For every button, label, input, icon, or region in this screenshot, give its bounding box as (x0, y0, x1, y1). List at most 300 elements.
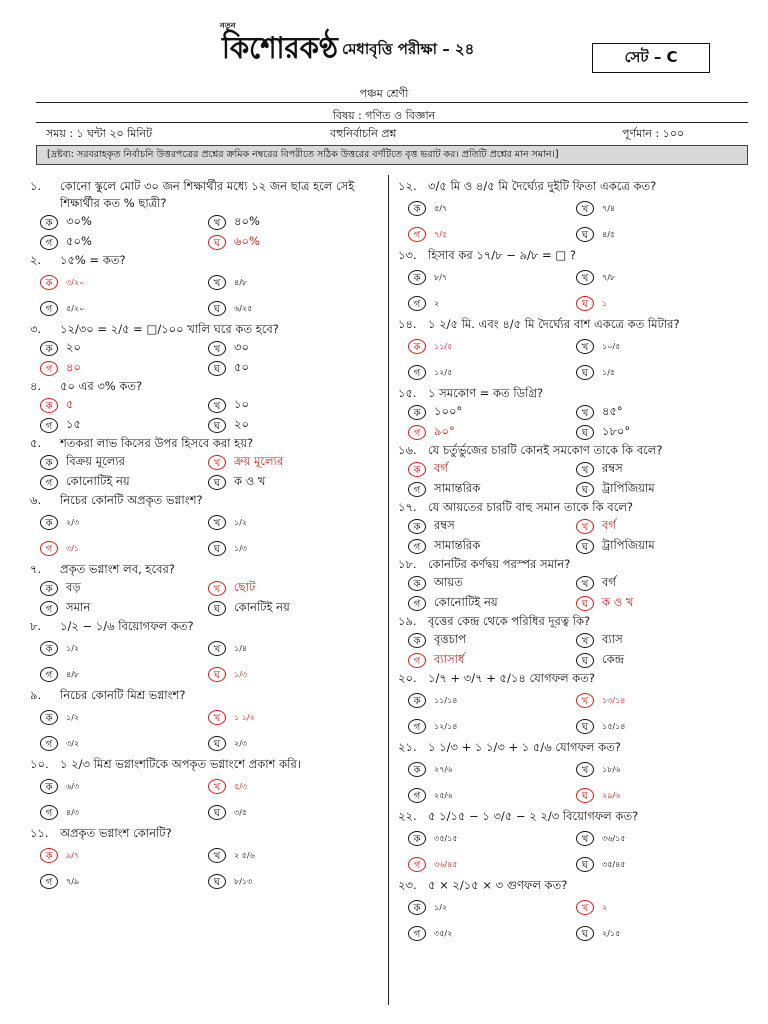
option-text: ১ ১/২ (234, 712, 255, 722)
option-letter-circle: ক (408, 762, 426, 777)
option-text: ৭/৫ (434, 229, 448, 239)
answer-option[interactable] (576, 756, 744, 782)
option-text: ২/১৫ (602, 928, 621, 938)
option-text: ২ (602, 902, 608, 912)
answer-option[interactable] (208, 509, 376, 535)
answer-option[interactable] (576, 333, 744, 359)
option-text: ২০ (234, 416, 249, 431)
answer-option-correct[interactable] (40, 842, 208, 868)
question-number: ১০. (30, 757, 49, 771)
option-text: ব্যাস (602, 631, 623, 646)
answer-option-correct[interactable] (408, 650, 576, 670)
answer-option[interactable] (208, 472, 376, 492)
question-item (30, 378, 376, 435)
question-type-label: বহুনির্বাচনি প্রশ্ন (330, 127, 397, 140)
answer-option[interactable] (408, 359, 576, 385)
answer-option-correct[interactable] (208, 773, 376, 799)
answer-option[interactable] (208, 295, 376, 321)
question-item (30, 756, 376, 825)
question-number: ৭. (30, 562, 42, 576)
answer-option[interactable] (408, 536, 576, 556)
answer-option-correct[interactable] (576, 687, 744, 713)
option-letter-circle: ঘ (208, 874, 226, 889)
option-text: ৫০% (66, 233, 92, 248)
answer-option[interactable] (576, 402, 744, 422)
answer-option-correct[interactable] (40, 269, 208, 295)
option-letter-circle: ক (408, 339, 426, 354)
question-text: বৃত্তের কেন্দ্র থেকে পরিধির দূরত্ব কি? (428, 614, 591, 628)
option-letter-circle: খ (576, 405, 594, 420)
option-letter-circle: খ (208, 515, 226, 530)
option-text: বর্গ (602, 517, 616, 532)
option-letter-circle: ক (40, 275, 58, 290)
question-number: ১. (30, 179, 42, 193)
option-text: ১/২ (434, 902, 448, 912)
option-text: ৩০% (66, 213, 92, 228)
question-text: নিচের কোনটি অপ্রকৃত ভগ্নাংশ? (60, 493, 203, 507)
question-item (398, 385, 744, 442)
set-label: সেট – C (592, 43, 710, 73)
option-letter-circle: খ (208, 848, 226, 863)
answer-option[interactable] (40, 295, 208, 321)
option-letter-circle: খ (576, 201, 594, 216)
option-text: ব্যাসার্ধ (434, 651, 465, 666)
option-letter-circle: খ (208, 455, 226, 470)
answer-option[interactable] (40, 773, 208, 799)
option-text: বৃত্তচাপ (434, 631, 466, 646)
answer-option-correct[interactable] (40, 535, 208, 561)
option-letter-circle: ক (40, 455, 58, 470)
answer-option-correct[interactable] (408, 459, 576, 479)
option-letter-circle: ক (408, 462, 426, 477)
full-marks-label: পূর্ণমান : ১০০ (622, 127, 685, 140)
question-text: ১২/৩০ = ২/৫ = □/১০০ খালি ঘরে কত হবে? (60, 322, 279, 336)
class-label: পঞ্চম শ্রেণী (359, 87, 409, 100)
option-letter-circle: ক (408, 270, 426, 285)
option-text: ১১/৫ (434, 341, 453, 351)
answer-option[interactable] (40, 232, 208, 252)
option-letter-circle: গ (40, 601, 58, 616)
answer-option[interactable] (40, 598, 208, 618)
answer-option[interactable] (408, 402, 576, 422)
question-text: ১ ১/৩ + ১ ১/৩ + ১ ৫/৬ যোগফল কত? (428, 740, 621, 754)
answer-option-correct[interactable] (408, 333, 576, 359)
option-letter-circle: ঘ (576, 365, 594, 380)
option-letter-circle: ক (408, 576, 426, 591)
option-letter-circle: গ (408, 788, 426, 803)
option-text: ৩৫/৪৫ (602, 859, 626, 869)
question-number: ৩. (30, 322, 42, 336)
option-letter-circle: গ (40, 874, 58, 889)
option-letter-circle: গ (40, 805, 58, 820)
option-text: ২০ (66, 339, 81, 354)
answer-option-correct[interactable] (208, 452, 376, 472)
option-letter-circle: ক (408, 900, 426, 915)
option-letter-circle: খ (576, 462, 594, 477)
option-letter-circle: খ (208, 779, 226, 794)
option-text: ১/৩ (234, 543, 248, 553)
question-number: ১২. (398, 179, 417, 193)
option-text: ক ও খ (602, 594, 634, 609)
option-text: ১৫ (66, 416, 81, 431)
question-number: ৮. (30, 619, 42, 633)
option-letter-circle: ঘ (208, 601, 226, 616)
question-item (30, 561, 376, 618)
option-text: ৩/২ (66, 738, 80, 748)
answer-option[interactable] (408, 782, 576, 808)
option-text: ৪০% (234, 213, 260, 228)
option-text: রম্বস (434, 517, 455, 532)
logo-small-text: নতুন (220, 21, 236, 30)
option-letter-circle: গ (408, 296, 426, 311)
option-text: ১ (602, 298, 608, 308)
option-text: বর্গ (602, 574, 616, 589)
answer-option[interactable] (576, 573, 744, 593)
question-item (30, 687, 376, 756)
option-text: ৩/১ (66, 543, 80, 553)
option-text: ৯/৭ (66, 850, 80, 860)
option-text: ৯০° (434, 423, 455, 438)
answer-option[interactable] (408, 756, 576, 782)
answer-option[interactable] (40, 868, 208, 894)
option-letter-circle: ঘ (576, 425, 594, 440)
option-text: ১/৫ (602, 367, 616, 377)
option-text: সামান্তরিক (434, 480, 481, 495)
option-text: ২৯/৬ (602, 790, 621, 800)
answer-option[interactable] (208, 535, 376, 561)
option-text: ৮/৭ (434, 272, 448, 282)
option-letter-circle: ঘ (576, 539, 594, 554)
option-text: ৪০ (66, 359, 81, 374)
option-text: বর্গ (434, 460, 448, 475)
question-item (30, 618, 376, 687)
option-text: ৬/২৫ (234, 303, 253, 313)
option-letter-circle: গ (40, 235, 58, 250)
option-text: ১০ (234, 396, 249, 411)
question-number: ৬. (30, 493, 42, 507)
option-letter-circle: ঘ (208, 235, 226, 250)
option-text: সামান্তরিক (434, 537, 481, 552)
option-letter-circle: ঘ (576, 719, 594, 734)
option-letter-circle: গ (40, 418, 58, 433)
question-number: ১৮. (398, 557, 417, 571)
option-letter-circle: ক (40, 848, 58, 863)
option-letter-circle: গ (408, 596, 426, 611)
answer-option[interactable] (40, 509, 208, 535)
option-letter-circle: খ (576, 693, 594, 708)
answer-option[interactable] (576, 825, 744, 851)
answer-option[interactable] (40, 415, 208, 435)
question-text: হিসাব কর ১৭/৮ − ৯/৮ = □ ? (428, 248, 576, 262)
answer-option[interactable] (408, 195, 576, 221)
answer-option[interactable] (208, 395, 376, 415)
option-letter-circle: গ (40, 301, 58, 316)
answer-option[interactable] (40, 338, 208, 358)
question-text: শতকরা লাভ কিসের উপর হিসবে করা হয়? (60, 436, 254, 450)
answer-option[interactable] (208, 868, 376, 894)
option-letter-circle: ক (40, 641, 58, 656)
option-text: ছোট (234, 579, 256, 594)
question-number: ১১. (30, 826, 49, 840)
option-text: ১০০° (434, 403, 463, 418)
option-letter-circle: গ (40, 667, 58, 682)
answer-option[interactable] (40, 661, 208, 687)
option-letter-circle: খ (576, 831, 594, 846)
option-letter-circle: ঘ (208, 541, 226, 556)
answer-option[interactable] (576, 650, 744, 670)
answer-option[interactable] (208, 338, 376, 358)
answer-option[interactable] (40, 799, 208, 825)
answer-option-correct[interactable] (408, 221, 576, 247)
option-text: ৭/৮ (602, 272, 616, 282)
option-text: ২ ৫/৬ (234, 850, 255, 860)
answer-option-correct[interactable] (208, 232, 376, 252)
question-text: ১৫% = কত? (60, 253, 126, 267)
option-letter-circle: ক (408, 519, 426, 534)
question-text: ৫ × ২/১৫ × ৩ গুণফল কত? (428, 878, 568, 892)
question-item (398, 499, 744, 556)
option-text: ১৫/১৪ (602, 721, 626, 731)
answer-option[interactable] (408, 516, 576, 536)
question-text: ৫ ১/১৫ − ১ ৩/৫ − ২ ২/৩ বিয়োগফল কত? (428, 809, 639, 823)
option-letter-circle: ক (40, 515, 58, 530)
option-letter-circle: ঘ (208, 736, 226, 751)
option-text: ট্রাপিজিয়াম (602, 480, 655, 495)
answer-option[interactable] (408, 264, 576, 290)
answer-option-correct[interactable] (208, 661, 376, 687)
answer-option[interactable] (576, 459, 744, 479)
option-letter-circle: ক (40, 581, 58, 596)
answer-option[interactable] (408, 920, 576, 946)
option-letter-circle: ঘ (576, 788, 594, 803)
answer-option[interactable] (576, 479, 744, 499)
answer-option[interactable] (40, 472, 208, 492)
option-letter-circle: খ (208, 398, 226, 413)
option-text: কোনটিই নয় (234, 599, 290, 614)
question-number: ১৪. (398, 317, 417, 331)
option-letter-circle: খ (576, 519, 594, 534)
option-text: ১/২ (66, 712, 80, 722)
option-text: বিক্রয় মূল্যের (66, 453, 125, 468)
answer-option[interactable] (408, 825, 576, 851)
option-text: ট্রাপিজিয়াম (602, 537, 655, 552)
answer-option[interactable] (576, 359, 744, 385)
option-text: রম্বস (602, 460, 623, 475)
option-letter-circle: গ (408, 857, 426, 872)
option-letter-circle: ক (40, 398, 58, 413)
answer-option-correct[interactable] (576, 516, 744, 536)
answer-option[interactable] (208, 730, 376, 756)
answer-option-correct[interactable] (408, 422, 576, 442)
answer-option[interactable] (208, 635, 376, 661)
option-letter-circle: খ (576, 576, 594, 591)
question-item (30, 435, 376, 492)
answer-option[interactable] (208, 598, 376, 618)
option-text: ৩৫/১৫ (434, 833, 458, 843)
option-text: ২/৩ (234, 738, 248, 748)
answer-option-correct[interactable] (208, 704, 376, 730)
option-letter-circle: ক (408, 201, 426, 216)
answer-option[interactable] (408, 573, 576, 593)
left-question-column (30, 178, 376, 894)
answer-option[interactable] (576, 195, 744, 221)
question-text: নিচের কোনটি মিশ্র ভগ্নাংশ? (60, 688, 186, 702)
answer-option[interactable] (408, 894, 576, 920)
answer-option[interactable] (408, 630, 576, 650)
kishorkantha-logo (218, 14, 340, 66)
answer-option[interactable] (208, 269, 376, 295)
option-letter-circle: গ (40, 736, 58, 751)
option-text: ক ও খ (234, 473, 266, 488)
answer-option[interactable] (40, 578, 208, 598)
answer-option-correct[interactable] (40, 395, 208, 415)
option-text: ৬০% (234, 233, 260, 248)
answer-option-correct[interactable] (208, 578, 376, 598)
answer-option[interactable] (408, 687, 576, 713)
option-letter-circle: ঘ (208, 361, 226, 376)
option-text: ১২/৫ (434, 367, 453, 377)
answer-option[interactable] (40, 635, 208, 661)
answer-option[interactable] (576, 713, 744, 739)
option-letter-circle: খ (208, 341, 226, 356)
option-letter-circle: ক (40, 341, 58, 356)
answer-option[interactable] (576, 536, 744, 556)
question-number: ২২. (398, 809, 417, 823)
option-letter-circle: গ (40, 541, 58, 556)
option-text: ৩০ (234, 339, 249, 354)
answer-option[interactable] (576, 221, 744, 247)
answer-option[interactable] (576, 920, 744, 946)
question-item (30, 321, 376, 378)
option-text: ১/৩ (234, 669, 248, 679)
question-number: ৫. (30, 436, 42, 450)
answer-option[interactable] (40, 730, 208, 756)
option-letter-circle: গ (40, 361, 58, 376)
option-text: ২ (434, 298, 440, 308)
option-letter-circle: খ (576, 900, 594, 915)
answer-option[interactable] (408, 479, 576, 499)
option-text: ২৫/৬ (434, 790, 453, 800)
answer-option-correct[interactable] (576, 782, 744, 808)
exam-title: মেধাবৃত্তি পরীক্ষা – ২৪ (342, 40, 475, 58)
option-text: ৫/৩ (234, 781, 248, 791)
question-text: যে চর্তুর্ভুজের চারটি কোনই সমকোণ তাকে কি বলে? (428, 443, 663, 457)
option-letter-circle: গ (408, 482, 426, 497)
question-item (398, 556, 744, 613)
option-letter-circle: খ (208, 641, 226, 656)
answer-option[interactable] (408, 593, 576, 613)
answer-option[interactable] (408, 290, 576, 316)
option-text: ১৮০° (602, 423, 631, 438)
question-item (398, 613, 744, 670)
option-text: ৫/২০ (66, 303, 85, 313)
answer-option[interactable] (576, 264, 744, 290)
option-text: ৬/৩ (66, 781, 80, 791)
header-rule-1 (36, 102, 748, 103)
option-letter-circle: গ (408, 425, 426, 440)
subject-label: বিষয় : গণিত ও বিজ্ঞান (332, 109, 436, 122)
option-letter-circle: খ (576, 633, 594, 648)
question-text: ৫০ এর ৩% কত? (60, 379, 143, 393)
question-item (398, 739, 744, 808)
option-text: ১/৪ (234, 643, 248, 653)
option-text: ৪/৩ (66, 807, 80, 817)
option-letter-circle: গ (40, 475, 58, 490)
answer-option[interactable] (208, 799, 376, 825)
question-text: ১/৭ + ৩/৭ + ৫/১৪ যোগফল কত? (428, 671, 596, 685)
option-letter-circle: ঘ (208, 667, 226, 682)
answer-option[interactable] (40, 704, 208, 730)
question-item (30, 252, 376, 321)
option-letter-circle: ঘ (576, 653, 594, 668)
answer-option-correct[interactable] (40, 358, 208, 378)
answer-option-correct[interactable] (576, 593, 744, 613)
answer-option-correct[interactable] (576, 290, 744, 316)
option-text: ৩/২০ (66, 277, 85, 287)
question-text: ১/২ − ১/৬ বিয়োগফল কত? (60, 619, 194, 633)
answer-option[interactable] (208, 842, 376, 868)
answer-option[interactable] (576, 630, 744, 650)
question-number: ১৬. (398, 443, 417, 457)
option-text: ৪/৫ (602, 229, 616, 239)
question-text: ১ ২/৫ মি. এবং ৪/৫ মি দৈর্ঘ্যের বাশ একত্রে কত মিটার? (428, 317, 680, 331)
option-text: ৪/৮ (234, 277, 248, 287)
option-text: কেন্দ্র (602, 651, 625, 666)
logo-main-text: কিশোরকণ্ঠ (222, 31, 340, 66)
option-letter-circle: ঘ (576, 227, 594, 242)
option-text: ১/২ (66, 643, 80, 653)
option-letter-circle: গ (408, 227, 426, 242)
question-text: অপ্রকৃত ভগ্নাংশ কোনটি? (60, 826, 172, 840)
option-text: ১০/৫ (602, 341, 621, 351)
question-number: ১৭. (398, 500, 417, 514)
option-text: ১২/১৪ (434, 721, 458, 731)
time-label: সময় : ১ ঘন্টা ২০ মিনিট (46, 127, 153, 140)
option-letter-circle: ঘ (576, 296, 594, 311)
question-number: ২১. (398, 740, 417, 754)
answer-option[interactable] (576, 422, 744, 442)
answer-option[interactable] (576, 851, 744, 877)
question-text: ৩/৫ মি ও ৪/৫ মি দৈর্ঘ্যের দুইটি ফিতা একত্রে কত? (428, 179, 657, 193)
option-letter-circle: খ (208, 215, 226, 230)
option-letter-circle: ঘ (576, 926, 594, 941)
option-letter-circle: গ (408, 365, 426, 380)
option-letter-circle: ঘ (576, 482, 594, 497)
option-letter-circle: ক (40, 779, 58, 794)
question-item (30, 825, 376, 894)
answer-option[interactable] (40, 452, 208, 472)
option-letter-circle: ঘ (576, 596, 594, 611)
answer-option[interactable] (208, 212, 376, 232)
column-divider (388, 175, 389, 1005)
answer-option[interactable] (40, 212, 208, 232)
instruction-notice: [দ্রষ্টব্য: সরবরাহকৃত নির্বাচনি উত্তরপত্রের প্রশ্নের ক্রমিক নম্বরের বিপরীতে সঠিক উত্তরের বর্ণটিতে বৃত্ত ভরাট কর। প্রতিটি প্রশ্নের মান সমান।] (36, 145, 748, 165)
answer-option[interactable] (408, 713, 576, 739)
answer-option[interactable] (208, 415, 376, 435)
option-letter-circle: গ (408, 719, 426, 734)
question-item (398, 247, 744, 316)
answer-option[interactable] (208, 358, 376, 378)
option-letter-circle: গ (408, 926, 426, 941)
answer-option-correct[interactable] (576, 894, 744, 920)
question-number: ২. (30, 253, 42, 267)
option-text: ৩৬/১৫ (602, 833, 626, 843)
answer-option-correct[interactable] (408, 851, 576, 877)
option-letter-circle: ঘ (208, 418, 226, 433)
option-text: বড় (66, 579, 81, 594)
question-number: ১৯. (398, 614, 417, 628)
question-number: ২৩. (398, 878, 417, 892)
